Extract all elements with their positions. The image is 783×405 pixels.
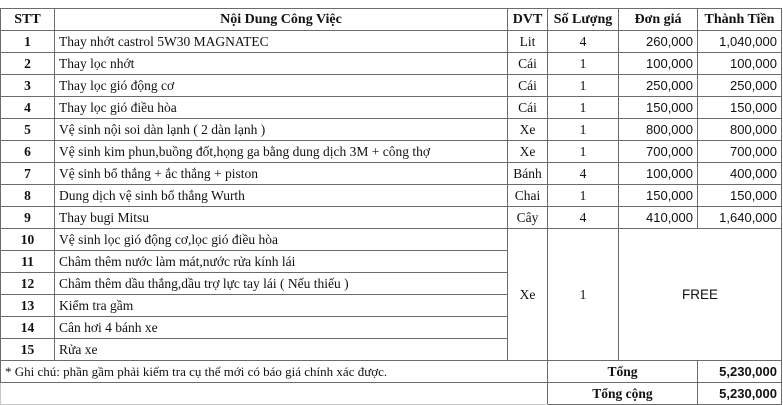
row-unit: Cây xyxy=(508,207,548,229)
row-unit: Cái xyxy=(508,75,548,97)
row-price: 700,000 xyxy=(619,141,698,163)
row-desc: Cân hơi 4 bánh xe xyxy=(55,317,508,339)
row-desc: Thay bugi Mitsu xyxy=(55,207,508,229)
row-desc: Vệ sinh kim phun,buồng đốt,họng ga bằng dung dịch 3M + công thợ xyxy=(55,141,508,163)
row-desc: Vệ sinh lọc gió động cơ,lọc gió điều hòa xyxy=(55,229,508,251)
table-row xyxy=(1,185,782,207)
row-desc: Thay lọc gió điều hòa xyxy=(55,97,508,119)
row-price: 800,000 xyxy=(619,119,698,141)
row-total: 100,000 xyxy=(698,53,782,75)
row-total: 800,000 xyxy=(698,119,782,141)
row-desc: Thay nhớt castrol 5W30 MAGNATEC xyxy=(55,31,508,53)
row-total: 700,000 xyxy=(698,141,782,163)
row-qty: 1 xyxy=(548,185,619,207)
row-stt: 2 xyxy=(1,53,55,75)
row-total: 1,040,000 xyxy=(698,31,782,53)
row-stt: 4 xyxy=(1,97,55,119)
row-total: 250,000 xyxy=(698,75,782,97)
header-qty: Số Lượng xyxy=(548,9,619,31)
row-price: 100,000 xyxy=(619,163,698,185)
row-unit: Xe xyxy=(508,119,548,141)
row-desc: Vệ sinh nội soi dàn lạnh ( 2 dàn lạnh ) xyxy=(55,119,508,141)
row-total: 400,000 xyxy=(698,163,782,185)
row-qty: 4 xyxy=(548,207,619,229)
header-stt: STT xyxy=(1,9,55,31)
row-stt: 7 xyxy=(1,163,55,185)
table-row xyxy=(1,141,782,163)
row-price: 410,000 xyxy=(619,207,698,229)
free-group-unit: Xe xyxy=(508,229,548,361)
row-desc: Thay lọc gió động cơ xyxy=(55,75,508,97)
row-price: 150,000 xyxy=(619,97,698,119)
row-stt: 6 xyxy=(1,141,55,163)
row-stt: 5 xyxy=(1,119,55,141)
table-row xyxy=(1,31,782,53)
row-qty: 1 xyxy=(548,97,619,119)
header-row xyxy=(1,9,782,31)
row-total: 150,000 xyxy=(698,185,782,207)
row-qty: 4 xyxy=(548,31,619,53)
row-desc: Rửa xe xyxy=(55,339,508,361)
service-quote-table xyxy=(0,8,782,405)
row-desc: Kiểm tra gầm xyxy=(55,295,508,317)
row-stt: 13 xyxy=(1,295,55,317)
table-row xyxy=(1,75,782,97)
row-price: 250,000 xyxy=(619,75,698,97)
row-desc: Dung dịch vệ sinh bổ thắng Wurth xyxy=(55,185,508,207)
row-total: 150,000 xyxy=(698,97,782,119)
row-stt: 9 xyxy=(1,207,55,229)
row-qty: 1 xyxy=(548,119,619,141)
table-row xyxy=(1,53,782,75)
grand-total-row xyxy=(1,383,782,405)
grand-total-value: 5,230,000 xyxy=(698,383,782,405)
row-stt: 3 xyxy=(1,75,55,97)
row-stt: 15 xyxy=(1,339,55,361)
row-qty: 1 xyxy=(548,75,619,97)
empty-cell xyxy=(1,383,548,405)
row-stt: 8 xyxy=(1,185,55,207)
free-group-qty: 1 xyxy=(548,229,619,361)
row-stt: 11 xyxy=(1,251,55,273)
table-row xyxy=(1,97,782,119)
note-text: * Ghi chú: phần gầm phải kiểm tra cụ thể mới có báo giá chính xác được. xyxy=(1,361,548,383)
row-stt: 14 xyxy=(1,317,55,339)
subtotal-label: Tổng xyxy=(548,361,698,383)
row-desc: Châm thêm nước làm mát,nước rửa kính lái xyxy=(55,251,508,273)
row-desc: Vệ sinh bổ thắng + ắc thắng + piston xyxy=(55,163,508,185)
row-price: 150,000 xyxy=(619,185,698,207)
row-unit: Xe xyxy=(508,141,548,163)
row-unit: Lit xyxy=(508,31,548,53)
row-qty: 1 xyxy=(548,141,619,163)
table-row xyxy=(1,163,782,185)
row-price: 100,000 xyxy=(619,53,698,75)
row-price: 260,000 xyxy=(619,31,698,53)
row-desc: Châm thêm dầu thắng,dầu trợ lực tay lái ( Nếu thiếu ) xyxy=(55,273,508,295)
table-row xyxy=(1,229,782,251)
header-price: Đơn giá xyxy=(619,9,698,31)
header-content: Nội Dung Công Việc xyxy=(55,9,508,31)
row-stt: 10 xyxy=(1,229,55,251)
row-qty: 4 xyxy=(548,163,619,185)
row-stt: 12 xyxy=(1,273,55,295)
subtotal-row xyxy=(1,361,782,383)
row-total: 1,640,000 xyxy=(698,207,782,229)
table-row xyxy=(1,207,782,229)
row-unit: Cái xyxy=(508,97,548,119)
table-row xyxy=(1,119,782,141)
header-total: Thành Tiền xyxy=(698,9,782,31)
free-label: FREE xyxy=(619,229,782,361)
row-stt: 1 xyxy=(1,31,55,53)
row-unit: Cái xyxy=(508,53,548,75)
row-qty: 1 xyxy=(548,53,619,75)
row-desc: Thay lọc nhớt xyxy=(55,53,508,75)
subtotal-value: 5,230,000 xyxy=(698,361,782,383)
row-unit: Bánh xyxy=(508,163,548,185)
grand-total-label: Tổng cộng xyxy=(548,383,698,405)
row-unit: Chai xyxy=(508,185,548,207)
header-unit: DVT xyxy=(508,9,548,31)
